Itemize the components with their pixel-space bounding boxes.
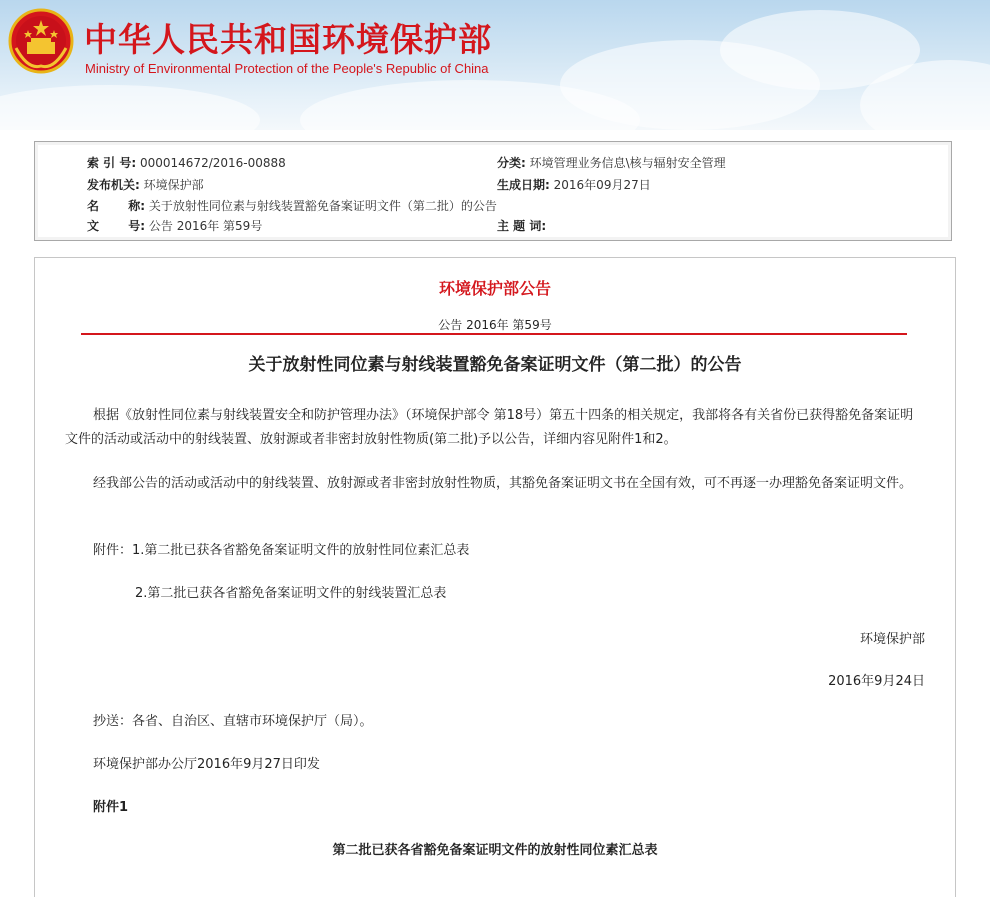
site-title-english: Ministry of Environmental Protection of the People's Republic of China (85, 61, 489, 76)
attachment-item-1[interactable]: 附件：1.第二批已获各省豁免备案证明文件的放射性同位素汇总表 (93, 543, 470, 558)
meta-docno-value: 公告 2016年 第59号 (148, 219, 263, 233)
meta-issuer-label: 发布机关: (87, 178, 140, 192)
document-metadata-box (34, 141, 952, 241)
meta-index-value: 000014672/2016-00888 (139, 156, 286, 170)
site-title-chinese: 中华人民共和国环境保护部 (84, 20, 492, 59)
signer: 环境保护部 (859, 632, 925, 647)
announcement-title: 环境保护部公告 (438, 279, 551, 298)
cc-line: 抄送：各省、自治区、直辖市环境保护厅（局）。 (93, 714, 373, 729)
body-paragraph-1: 根据《放射性同位素与射线装置安全和防护管理办法》（环境保护部令 第18号）第五十四条的相关规定，我部将各有关省份已获得豁免备案证明文件的活动或活动中的射线装置、放射源或者非密封放射性物质(第二批)予以公告，详细内容见附件1和2。 (65, 408, 914, 447)
document-number: 公告 2016年 第59号 (438, 318, 552, 332)
sign-date: 2016年9月24日 (828, 674, 925, 689)
article-heading: 关于放射性同位素与射线装置豁免备案证明文件（第二批）的公告 (248, 355, 742, 375)
meta-keywords-label: 主 题 词: (497, 219, 547, 233)
meta-category-value: 环境管理业务信息\核与辐射安全管理 (529, 156, 726, 170)
attachment-item-2[interactable]: 2.第二批已获各省豁免备案证明文件的射线装置汇总表 (135, 586, 447, 601)
meta-name-label: 名 称: (87, 199, 146, 213)
meta-issuer (87, 176, 204, 193)
cloud-decoration (0, 85, 260, 130)
meta-issuer-value: 环境保护部 (143, 178, 204, 192)
meta-category-label: 分类: (497, 156, 526, 170)
meta-docno-label: 文 号: (87, 219, 146, 233)
meta-date-label: 生成日期: (497, 178, 550, 192)
meta-date-value: 2016年09月27日 (553, 178, 651, 192)
article-panel (34, 257, 956, 897)
meta-name-value: 关于放射性同位素与射线装置豁免备案证明文件（第二批）的公告 (148, 199, 497, 213)
site-header (0, 0, 990, 130)
red-divider (81, 333, 907, 335)
appendix-label: 附件1 (93, 800, 129, 815)
body-paragraph-2: 经我部公告的活动或活动中的射线装置、放射源或者非密封放射性物质，其豁免备案证明文书在全国有效，可不再逐一办理豁免备案证明文件。 (93, 476, 913, 491)
printed-line: 环境保护部办公厅2016年9月27日印发 (93, 757, 320, 772)
appendix-title: 第二批已获各省豁免备案证明文件的放射性同位素汇总表 (332, 843, 658, 858)
national-emblem-icon (8, 8, 74, 74)
meta-date (497, 176, 651, 193)
meta-keywords (497, 217, 546, 234)
meta-index (87, 154, 286, 171)
meta-category (497, 154, 726, 171)
meta-docno (87, 217, 262, 234)
meta-name (87, 197, 497, 214)
meta-index-label: 索 引 号: (87, 156, 137, 170)
